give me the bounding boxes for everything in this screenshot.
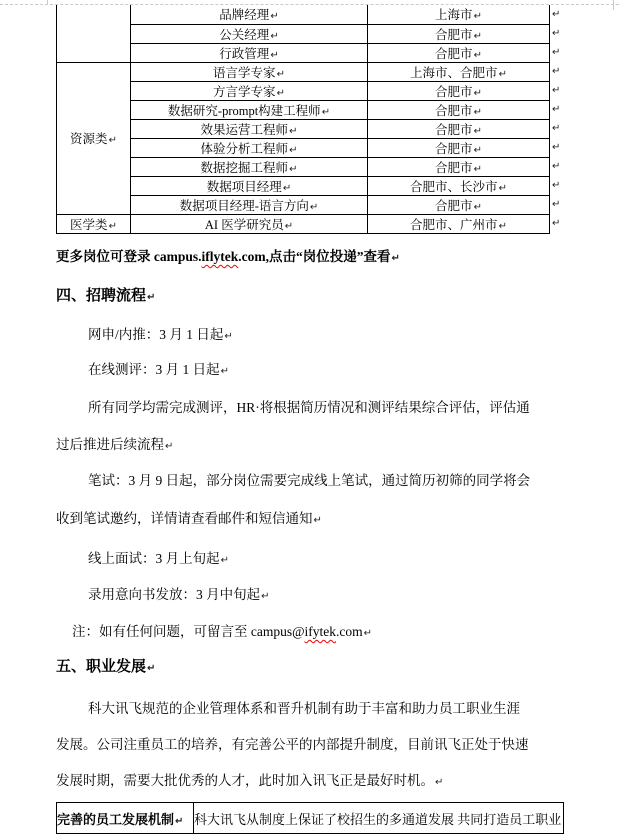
position-cell [131,62,368,81]
paragraph-mark: ↵ [224,331,233,342]
more-positions-suffix: .com,点击“岗位投递”查看 [238,249,391,264]
position-label: 品牌经理 [219,8,270,23]
city-label: 合肥市 [435,46,473,61]
row-end-mark: ↵ [552,180,561,191]
contact-note-suffix: .com [336,624,363,639]
city-label: 合肥市 [435,27,473,42]
table-row [57,214,550,233]
city-cell [368,5,550,24]
cell-end-mark: ↵ [270,49,279,61]
cell-end-mark: ↵ [282,182,292,194]
cell-end-mark: ↵ [498,220,507,232]
paragraph-mark: ↵ [435,777,444,788]
city-cell [368,43,550,62]
development-description-cell [194,803,564,834]
position-cell [131,5,368,24]
city-label: 合肥市、长沙市 [410,179,498,194]
written-test-line2 [56,510,322,529]
city-label: 合肥市 [435,198,473,213]
position-label: 语言学专家 [213,65,276,80]
city-cell [368,138,550,157]
career-paragraph-line2 [56,736,529,753]
position-cell [131,176,368,195]
position-cell [131,81,368,100]
position-cell [131,138,368,157]
cell-end-mark: ↵ [473,144,482,156]
row-end-mark: ↵ [552,199,561,210]
cell-end-mark: ↵ [473,125,482,137]
cell-end-mark: ↵ [284,220,294,232]
table-row [57,195,550,214]
position-cell [131,24,368,43]
city-cell [368,119,550,138]
development-description: 科大讯飞从制度上保证了校招生的多通道发展 共同打造员工职业 [194,811,562,827]
table-row [57,62,550,81]
cell-end-mark: ↵ [473,30,482,42]
cell-end-mark: ↵ [309,201,319,213]
development-label: 完善的员工发展机制 [57,811,175,827]
step-apply [88,326,233,345]
step-text: 在线测评：3 月 1 日起 [88,362,220,377]
row-end-mark: ↵ [552,9,561,20]
cell-end-mark: ↵ [289,125,298,137]
note-text: 过后推进后续流程 [56,437,164,452]
category-cell [57,5,131,62]
more-positions-line [56,248,400,267]
positions-table [56,5,550,234]
paragraph-text: 发展。公司注重员工的培养，有完善公平的内部提升制度，目前讯飞正处于快速 [56,737,529,752]
city-cell [368,100,550,119]
more-positions-prefix: 更多岗位可登录 campus. [56,249,202,264]
table-row [57,803,564,834]
paragraph-mark: ↵ [147,292,156,303]
cell-end-mark: ↵ [270,30,279,42]
contact-note-prefix: 注：如有任何问题，可留言至 campus@ [72,624,305,639]
cell-end-mark: ↵ [498,182,507,194]
position-label: 公关经理 [219,27,270,42]
table-row [57,138,550,157]
position-label: 方言学专家 [213,84,276,99]
heading-text: 五、职业发展 [56,659,147,675]
step-text: 笔试：3 月 9 日起，部分岗位需要完成线上笔试，通过简历初筛的同学将会 [88,473,531,488]
paragraph-mark: ↵ [165,441,174,452]
development-table [56,802,564,834]
position-label: 数据项目经理 [206,179,282,194]
position-label: AI 医学研究员 [204,217,284,232]
cell-end-mark: ↵ [175,815,184,827]
cell-end-mark: ↵ [498,68,507,80]
city-label: 合肥市 [435,122,473,137]
page-boundary-tick-right [613,0,614,10]
step-text: 录用意向书发放：3 月中旬起 [88,587,261,602]
cell-end-mark: ↵ [289,144,298,156]
development-label-cell [57,803,194,834]
position-label: 数据项目经理-语言方向 [179,198,309,213]
step-offer [88,586,270,605]
category-label: 资源类 [70,132,108,146]
table-row [57,24,550,43]
row-end-mark: ↵ [552,161,561,172]
spellcheck-word: iflytek [201,249,239,264]
city-cell [368,195,550,214]
paragraph-mark: ↵ [391,253,400,264]
step-text: 线上面试：3 月上旬起 [88,551,220,566]
table-row [57,176,550,195]
city-cell [368,157,550,176]
table-row [57,43,550,62]
position-label: 效果运营工程师 [200,122,289,137]
cell-end-mark: ↵ [276,87,285,99]
position-label: 数据研究-prompt构建工程师 [167,103,321,118]
row-end-mark: ↵ [552,85,561,96]
row-end-mark: ↵ [552,28,561,39]
assessment-note-line2 [56,436,173,455]
position-cell [131,195,368,214]
city-label: 合肥市、广州市 [410,217,498,232]
paragraph-mark: ↵ [261,591,270,602]
table-row [57,157,550,176]
paragraph-mark: ↵ [220,366,230,377]
step-online-assessment [88,361,229,380]
city-cell [368,81,550,100]
city-label: 合肥市 [435,141,473,156]
table-row [57,100,550,119]
written-test-line1 [88,472,530,489]
cell-end-mark: ↵ [289,163,298,175]
position-cell [131,43,368,62]
paragraph-mark: ↵ [220,555,230,566]
row-end-mark: ↵ [552,123,561,134]
cell-end-mark: ↵ [473,106,482,118]
row-end-mark: ↵ [552,218,561,229]
table-row [57,119,550,138]
career-paragraph-line3 [56,772,443,791]
city-cell [368,214,550,233]
page-boundary-tick-left [47,0,48,5]
cell-end-mark: ↵ [473,11,482,23]
row-end-mark: ↵ [552,66,561,77]
paragraph-text: 发展时期，需要大批优秀的人才，此时加入讯飞正是最好时机。 [56,773,434,788]
category-label: 医学类 [70,217,108,232]
cell-end-mark: ↵ [108,220,117,232]
row-end-mark: ↵ [552,142,561,153]
city-cell [368,24,550,43]
cell-end-mark: ↵ [473,163,482,175]
paragraph-mark: ↵ [313,515,322,526]
city-label: 合肥市 [435,103,473,118]
assessment-note-line1 [88,399,530,416]
position-cell [131,119,368,138]
table-row [57,81,550,100]
paragraph-mark: ↵ [363,628,373,639]
cell-end-mark: ↵ [108,135,117,146]
paragraph-text: 科大讯飞规范的企业管理体系和晋升机制有助于丰富和助力员工职业生涯 [88,701,520,716]
position-label: 数据挖掘工程师 [200,160,289,175]
section-heading-career [56,659,155,677]
note-text: 所有同学均需完成测评，HR·将根据简历情况和测评结果综合评估，评估通 [88,400,530,415]
heading-text: 四、招聘流程 [56,288,147,304]
city-cell [368,62,550,81]
step-text: 收到笔试邀约，详情请查看邮件和短信通知 [56,511,313,526]
step-text: 网申/内推：3 月 1 日起 [88,327,224,342]
cell-end-mark: ↵ [270,11,279,23]
cell-end-mark: ↵ [473,201,482,213]
cell-end-mark: ↵ [321,106,331,118]
category-cell [57,214,131,233]
career-paragraph-line1 [88,700,520,717]
position-label: 体验分析工程师 [200,141,289,156]
position-cell [131,214,368,233]
section-heading-recruitment [56,288,155,306]
cell-end-mark: ↵ [276,68,285,80]
cell-end-mark: ↵ [473,49,482,61]
position-cell [131,100,368,119]
position-label: 行政管理 [219,46,270,61]
table-row [57,5,550,24]
spellcheck-word: ifytek [304,624,337,639]
city-cell [368,176,550,195]
city-label: 合肥市 [435,84,473,99]
row-end-mark: ↵ [552,104,561,115]
step-online-interview [88,550,229,569]
city-label: 上海市 [435,8,473,23]
city-label: 上海市、合肥市 [410,65,498,80]
row-end-mark: ↵ [552,47,561,58]
category-cell [57,62,131,214]
paragraph-mark: ↵ [147,663,156,674]
table-row-end-marks [552,5,566,233]
city-label: 合肥市 [435,160,473,175]
cell-end-mark: ↵ [473,87,482,99]
position-cell [131,157,368,176]
contact-note-line [72,623,372,642]
